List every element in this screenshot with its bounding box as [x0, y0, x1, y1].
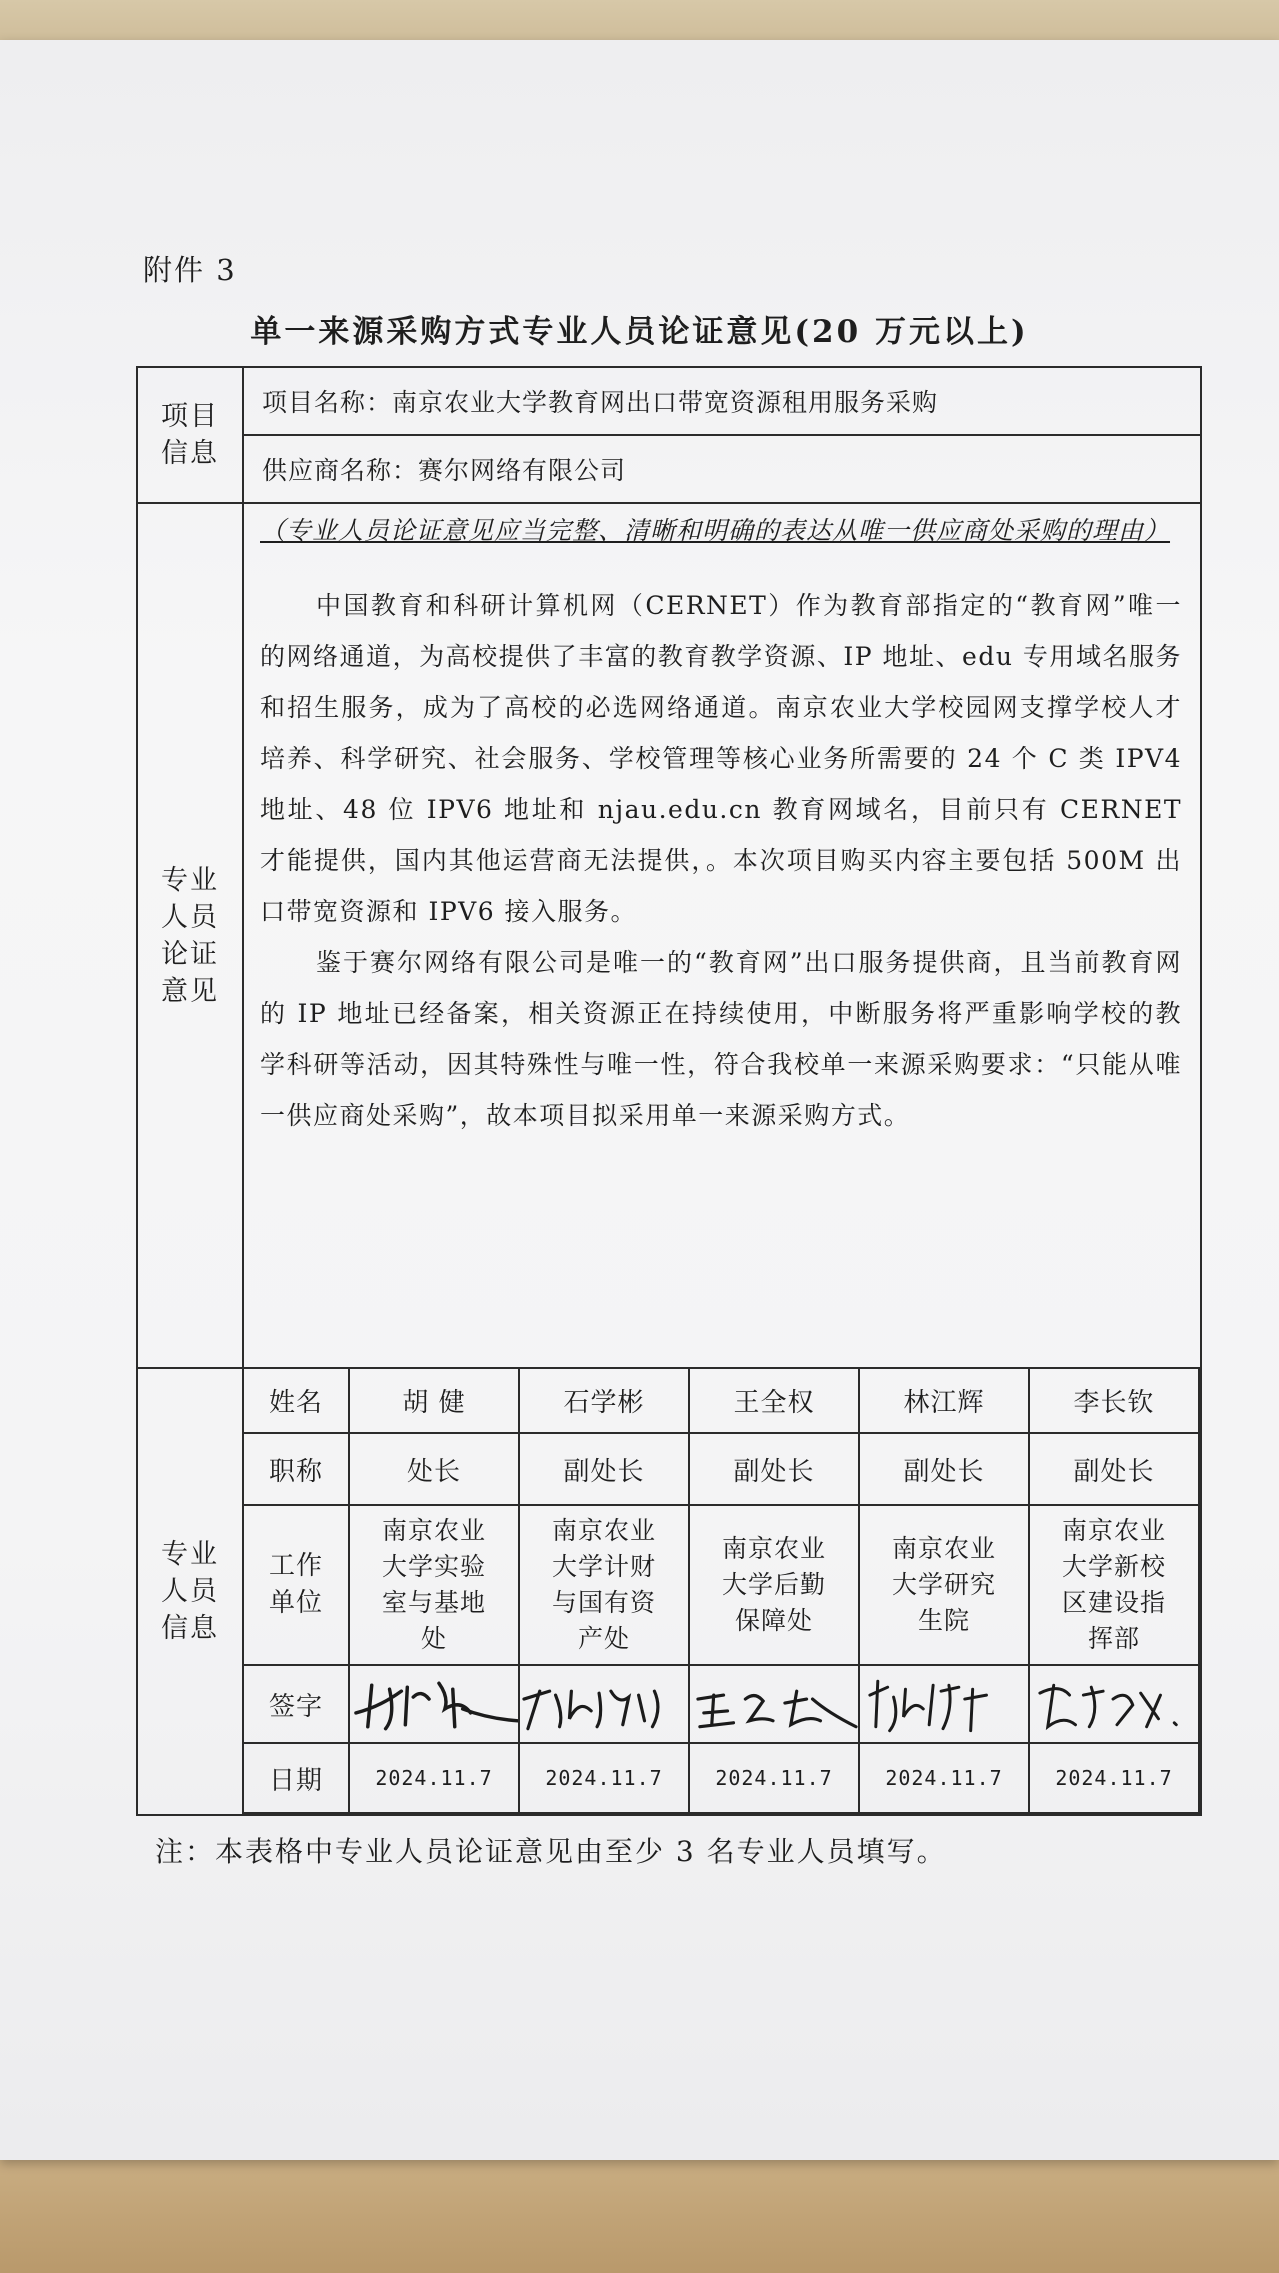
- staff-title: 副处长: [859, 1433, 1029, 1505]
- staff-signature: [349, 1665, 519, 1743]
- unit-row-label: 工作 单位: [244, 1505, 349, 1665]
- staff-title: 副处长: [1029, 1433, 1199, 1505]
- signature-mark: [860, 1669, 1028, 1739]
- staff-table: [244, 1369, 1200, 1814]
- staff-name: 胡 健: [349, 1369, 519, 1433]
- staff-title: 副处长: [519, 1433, 689, 1505]
- staff-signature: [689, 1665, 859, 1743]
- staff-name: 王全权: [689, 1369, 859, 1433]
- opinion-content: [243, 503, 1201, 1368]
- signature-mark: [520, 1669, 688, 1739]
- staff-unit: 南京农业 大学实验 室与基地 处: [349, 1505, 519, 1665]
- staff-name: 李长钦: [1029, 1369, 1199, 1433]
- signature-mark: [690, 1669, 858, 1739]
- staff-date-row: [244, 1743, 1199, 1813]
- opinion-paragraph-1: 中国教育和科研计算机网（CERNET）作为教育部指定的“教育网”唯一的网络通道，为高校提供了丰富的教育教学资源、IP 地址、edu 专用域名服务和招生服务，成为了高校的必选网络通道。南京农业大学校园网支撑学校人才培养、科学研究、社会服务、学校管理等核心业务所需要的 24 个 C 类 IPV4 地址、48 位 IPV6 地址和 njau.edu.cn 教育网域名，目前只有 CERNET 才能提供，国内其他运营商无法提供，。本次项目购买内容主要包括 500M 出口带宽资源和 IPV6 接入服务。: [260, 591, 1182, 926]
- staff-unit: 南京农业 大学后勤 保障处: [689, 1505, 859, 1665]
- name-row-label: 姓名: [244, 1369, 349, 1433]
- staff-unit-row: [244, 1505, 1199, 1665]
- staff-title: 副处长: [689, 1433, 859, 1505]
- opinion-hint: （专业人员论证意见应当完整、清晰和明确的表达从唯一供应商处采购的理由）: [260, 516, 1171, 545]
- staff-title-row: [244, 1433, 1199, 1505]
- background-bottom: [0, 2160, 1279, 2273]
- footer-note: 注：本表格中专业人员论证意见由至少 3 名专业人员填写。: [155, 1835, 947, 1868]
- date-row-label: 日期: [244, 1743, 349, 1813]
- staff-unit: 南京农业 大学计财 与国有资 产处: [519, 1505, 689, 1665]
- staff-date: 2024.11.7: [859, 1743, 1029, 1813]
- staff-signature-row: [244, 1665, 1199, 1743]
- staff-name: 林江辉: [859, 1369, 1029, 1433]
- supplier-name-field: 供应商名称：赛尔网络有限公司: [243, 435, 1201, 503]
- title-row-label: 职称: [244, 1433, 349, 1505]
- staff-unit: 南京农业 大学新校 区建设指 挥部: [1029, 1505, 1199, 1665]
- document-title: 单一来源采购方式专业人员论证意见(20 万元以上): [250, 314, 1029, 350]
- signature-row-label: 签字: [244, 1665, 349, 1743]
- staff-name-row: [244, 1369, 1199, 1433]
- staff-unit: 南京农业 大学研究 生院: [859, 1505, 1029, 1665]
- opinion-label: 专业 人员 论证 意见: [137, 503, 243, 1368]
- opinion-paragraph-2: 鉴于赛尔网络有限公司是唯一的“教育网”出口服务提供商，且当前教育网的 IP 地址已经备案，相关资源正在持续使用，中断服务将严重影响学校的教学科研等活动，因其特殊性与唯一性，符合我校单一来源采购要求：“只能从唯一供应商处采购”，故本项目拟采用单一来源采购方式。: [260, 948, 1182, 1130]
- staff-info-label: 专业 人员 信息: [137, 1368, 243, 1815]
- staff-signature: [519, 1665, 689, 1743]
- project-info-label: 项目 信息: [137, 367, 243, 503]
- signature-mark: [350, 1669, 518, 1739]
- staff-date: 2024.11.7: [519, 1743, 689, 1813]
- staff-signature: [859, 1665, 1029, 1743]
- staff-table-cell: [243, 1368, 1201, 1815]
- attachment-label: 附件 3: [143, 253, 237, 287]
- staff-date: 2024.11.7: [349, 1743, 519, 1813]
- staff-date: 2024.11.7: [1029, 1743, 1199, 1813]
- form-table: [136, 366, 1202, 1816]
- staff-name: 石学彬: [519, 1369, 689, 1433]
- staff-title: 处长: [349, 1433, 519, 1505]
- signature-mark: [1030, 1669, 1198, 1739]
- staff-date: 2024.11.7: [689, 1743, 859, 1813]
- staff-signature: [1029, 1665, 1199, 1743]
- project-name-field: 项目名称：南京农业大学教育网出口带宽资源租用服务采购: [243, 367, 1201, 435]
